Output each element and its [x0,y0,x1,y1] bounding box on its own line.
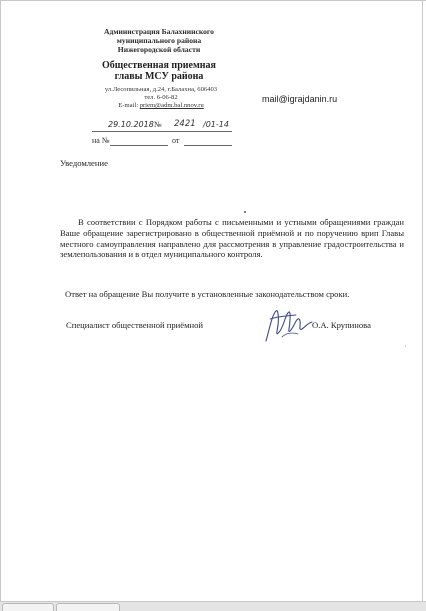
reference-no-label: на № [92,136,110,145]
signature-stroke [282,333,298,337]
notice-heading: Уведомление [60,158,108,168]
signer-name: О.А. Крупинова [312,320,371,330]
frame-right [422,0,423,610]
registration-no-label: № [154,120,162,129]
registration-suffix: /01-14 [203,120,229,129]
email-label: E-mail: [118,102,140,110]
frame-top [0,0,426,1]
sender-email-link[interactable]: priem@adm.bal.nnov.ru [139,102,204,110]
margin-mark: · [404,342,407,351]
org-line: Администрация Балахнинского [104,27,214,36]
reference-from-label: от [172,136,180,145]
address-block [92,86,230,111]
phone-line: тел. 6-06-82 [144,94,178,102]
handwritten-signature [262,307,316,345]
body-paragraph: В соответствии с Порядком работы с письменными и устными обращениями граждан Ваше обращение зарегистрировано в общественной приёмной и по поручению врип Главы местного самоуправления направлено для рассмотрения в управление градостроительства и землепользования и в отдел муниципального контроля. [60,217,404,260]
answer-note: Ответ на обращение Вы получите в установленные законодательством сроки. [65,289,350,299]
dept-line: Общественная приемная [102,60,216,72]
dept-name [88,60,230,82]
registration-underline [92,131,232,132]
stray-dot [244,211,246,213]
recipient-email: mail@igrajdanin.ru [262,94,338,104]
frame-left [0,0,1,610]
body-text [60,217,404,260]
reference-from-underline [184,145,232,146]
org-line: муниципального района [116,35,202,45]
signer-title: Специалист общественной приёмной [66,320,204,330]
registration-number: 2421 [174,119,196,129]
registration-date: 29.10.2018 [108,120,154,129]
address-line: ул.Лесопильная, д.24, г.Балахна, 606403 [104,86,218,93]
org-line: Нижегородской области [117,44,201,54]
dept-line: главы МСУ района [114,71,204,83]
letterhead [88,28,230,82]
org-name [88,28,230,54]
sender-email-line [92,102,230,110]
reference-no-underline [110,145,168,146]
